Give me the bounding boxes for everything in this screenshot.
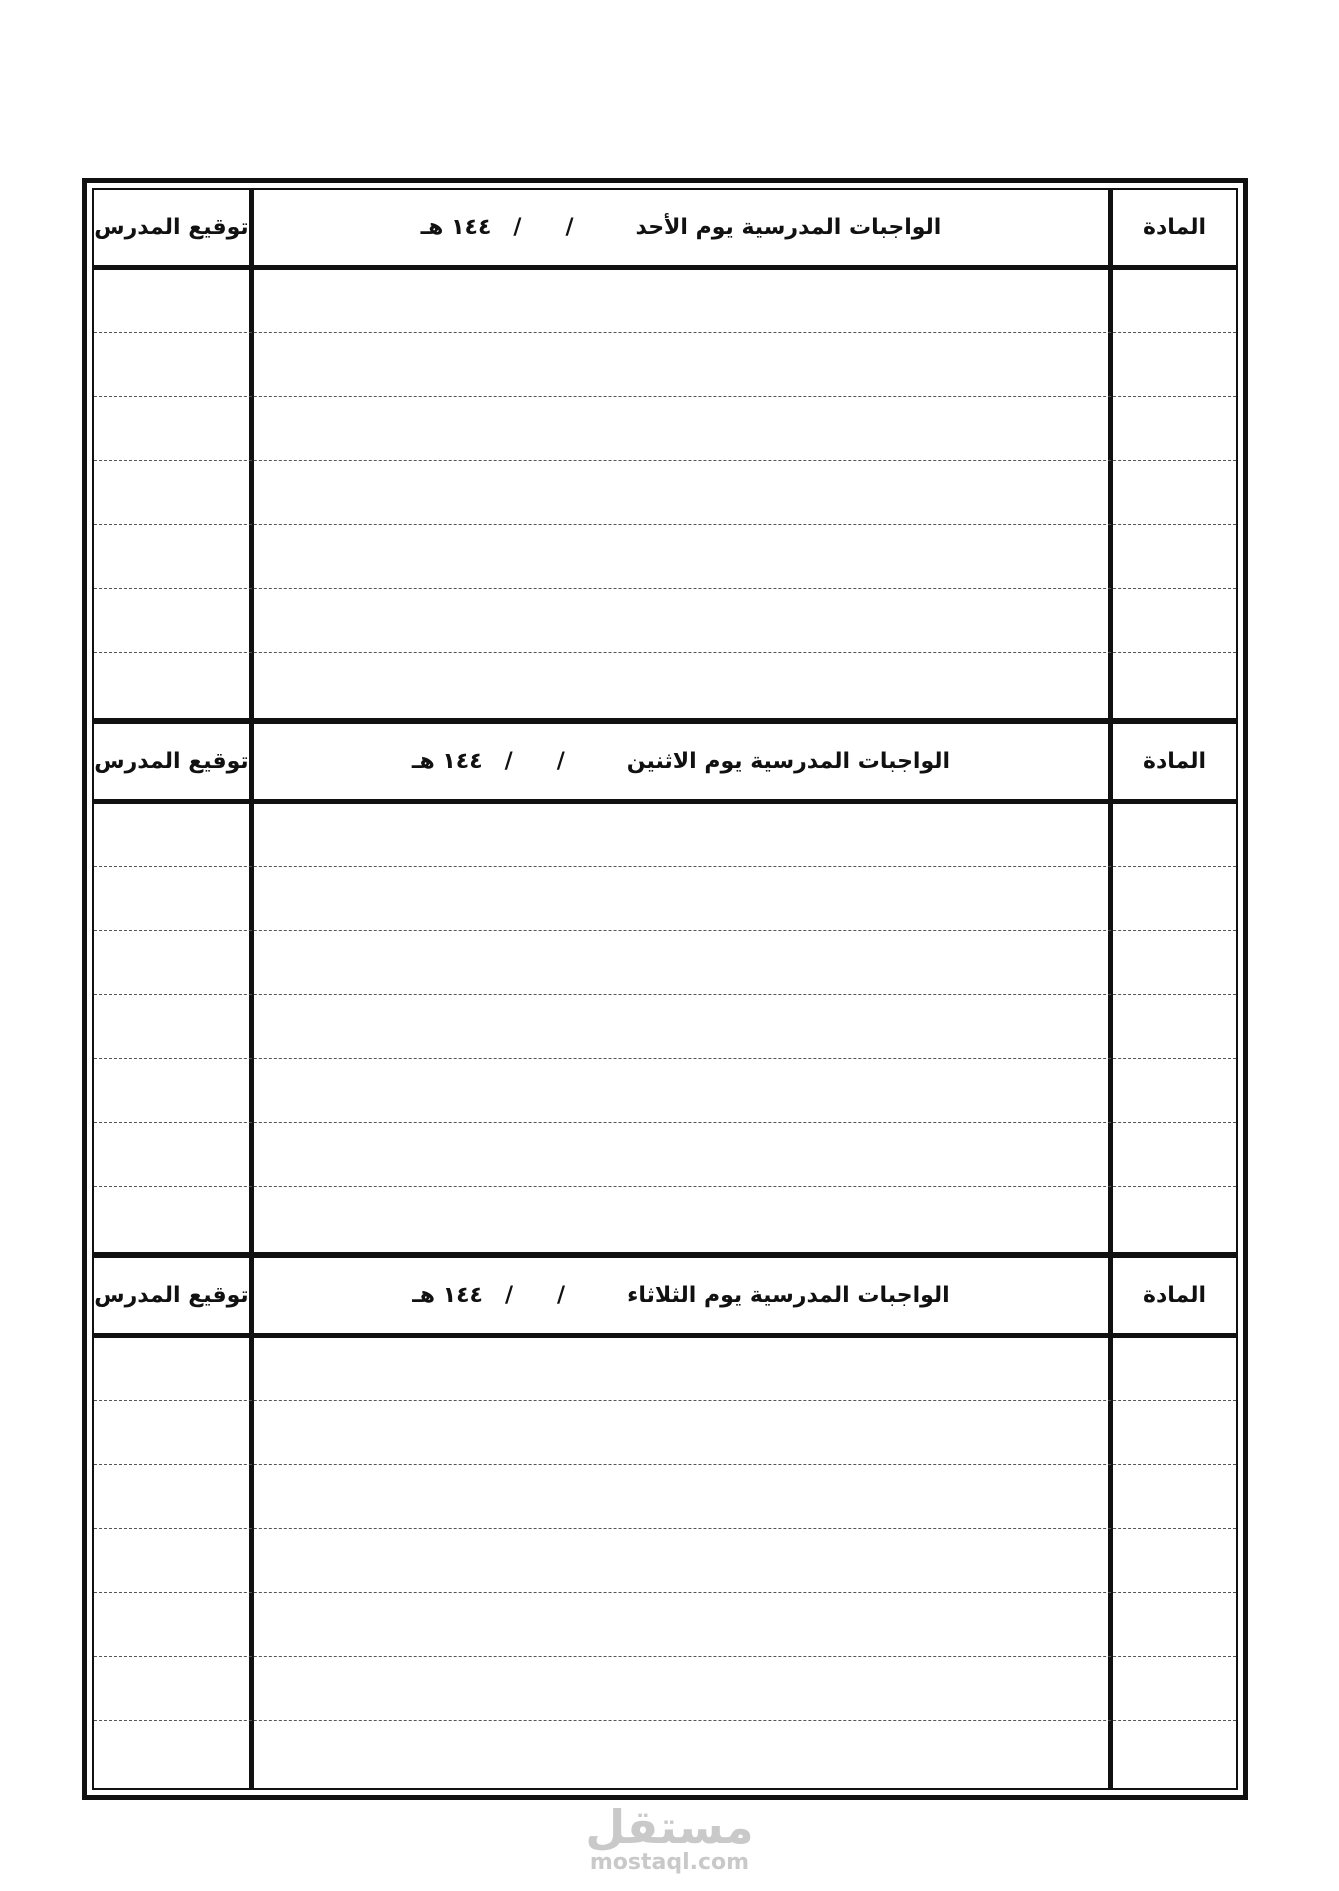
section-sunday	[94, 190, 1236, 720]
table-row	[94, 396, 1236, 397]
table-row	[94, 1400, 1236, 1401]
table-row	[94, 1720, 1236, 1721]
table-row	[94, 1656, 1236, 1657]
table-row	[94, 588, 1236, 589]
table-row	[94, 1592, 1236, 1593]
homework-table	[92, 188, 1238, 1790]
table-row	[94, 1528, 1236, 1529]
day-title: الواجبات المدرسية يوم الاثنين	[626, 749, 951, 774]
hijri-year: ١٤٤ هـ	[412, 1283, 483, 1308]
hijri-year: ١٤٤ هـ	[411, 749, 483, 774]
hijri-year: ١٤٤ هـ	[420, 215, 492, 240]
table-row	[94, 332, 1236, 333]
section-header	[94, 190, 1236, 270]
subject-header: المادة	[1142, 215, 1207, 240]
date-slash: /	[556, 749, 565, 774]
section-title	[259, 1258, 1103, 1333]
section-tuesday	[94, 1258, 1236, 1788]
teacher-signature-header: توقيع المدرس	[94, 1283, 249, 1308]
section-header	[94, 1258, 1236, 1338]
day-title: الواجبات المدرسية يوم الثلاثاء	[627, 1283, 950, 1308]
table-row	[94, 1058, 1236, 1059]
date-slash: /	[557, 1283, 566, 1308]
table-row	[94, 460, 1236, 461]
table-row	[94, 866, 1236, 867]
date-slash: /	[505, 1283, 514, 1308]
subject-header: المادة	[1142, 1283, 1207, 1308]
section-title	[259, 724, 1103, 799]
table-row	[94, 652, 1236, 653]
date-slash: /	[565, 215, 574, 240]
table-row	[94, 1464, 1236, 1465]
watermark	[0, 1800, 1339, 1875]
homework-sheet	[82, 178, 1248, 1800]
table-row	[94, 1186, 1236, 1187]
watermark-arabic: مستقل	[585, 1800, 754, 1854]
section-header	[94, 724, 1236, 804]
subject-header: المادة	[1142, 749, 1207, 774]
table-row	[94, 524, 1236, 525]
section-title	[259, 190, 1103, 265]
date-slash: /	[504, 749, 513, 774]
teacher-signature-header: توقيع المدرس	[94, 215, 249, 240]
table-row	[94, 994, 1236, 995]
teacher-signature-header: توقيع المدرس	[94, 749, 249, 774]
watermark-latin: mostaql.com	[589, 1850, 750, 1875]
section-monday	[94, 724, 1236, 1252]
day-title: الواجبات المدرسية يوم الأحد	[635, 215, 942, 240]
date-slash: /	[513, 215, 522, 240]
table-row	[94, 1122, 1236, 1123]
table-row	[94, 930, 1236, 931]
